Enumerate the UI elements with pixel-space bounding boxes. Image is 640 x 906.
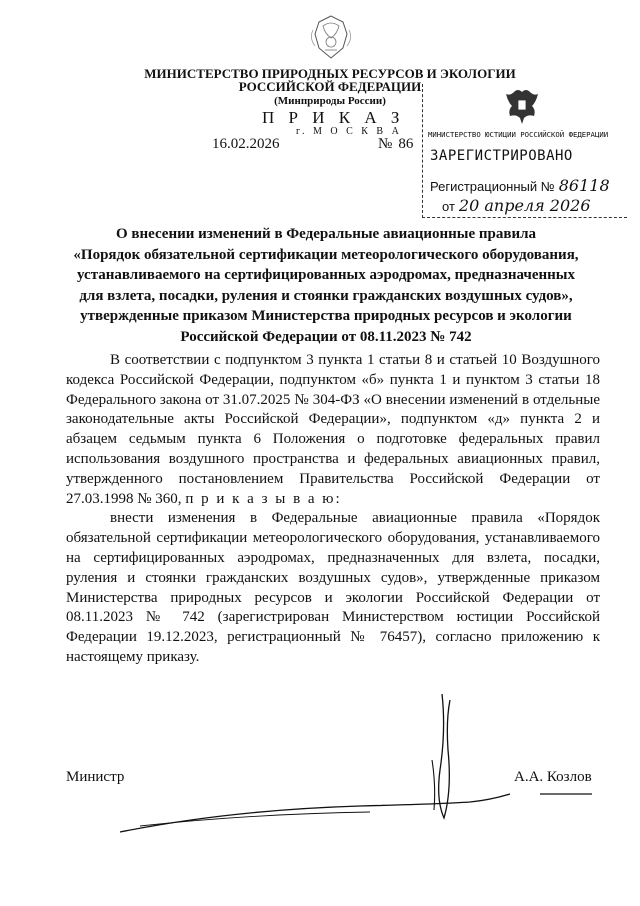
body-paragraph-2: внести изменения в Федеральные авиационные правила «Порядок обязательной сертификации метеорологического оборудования, устанавливаемого на сертифицированных аэродромах, предназначенных для взлета, посадки, руления и стоянки гражданских воздушных судов», утвержденные приказом Министерства природных ресурсов и экологии Российской Федерации от 08.11.2023 № 742 (зарегистрирован Министерством юстиции Российской Федерации 19.12.2023, регистрационный № 76457), согласно приложению к настоящему приказу. <box>66 510 600 665</box>
order-command: п р и к а з ы в а ю: <box>185 490 342 507</box>
document-body <box>66 351 600 668</box>
stamp-date-label: от <box>442 199 455 214</box>
double-headed-eagle-icon <box>500 86 544 126</box>
stamp-registered: ЗАРЕГИСТРИРОВАНО <box>430 148 573 164</box>
title-line: О внесении изменений в Федеральные авиационные правила <box>115 226 537 242</box>
ministry-short-name: (Минприроды России) <box>274 95 386 107</box>
order-number <box>378 136 413 153</box>
title-line: для взлета, посадки, руления и стоянки гражданских воздушных судов», <box>79 287 573 304</box>
order-date: 16.02.2026 <box>212 136 280 152</box>
preamble-text: В соответствии с подпунктом 3 пункта 1 статьи 8 и статьей 10 Воздушного кодекса Российской Федерации, подпунктом «б» пункта 1 и пунктом 3 статьи 18 Федерального закона от 31.07.2025 № 304-ФЗ «О внесении изменений в отдельные законодательные акты Российской Федерации», подпунктом «д» пункта 2 и абзацем седьмым пункта 6 Положения о подготовке федеральных правил использования воздушного пространства и федеральных авиационных правил, утвержденного постановлением Правительства Российской Федерации от 27.03.1998 № 360, <box>66 352 600 507</box>
document-title <box>62 224 590 347</box>
stamp-reg-date <box>442 196 591 215</box>
title-line: «Порядок обязательной сертификации метеорологического оборудования, <box>73 246 579 263</box>
stamp-reg-number-value: 86118 <box>558 176 610 195</box>
title-line: утвержденные приказом Министерства природных ресурсов и экологии <box>80 308 572 324</box>
order-heading: П Р И К А З <box>262 108 405 127</box>
body-paragraph-1 <box>66 351 600 509</box>
title-line: Российской Федерации от 08.11.2023 № 742 <box>180 328 472 345</box>
ministry-name-line2: РОССИЙСКОЙ ФЕДЕРАЦИИ <box>238 79 422 94</box>
stamp-reg-label: Регистрационный № <box>430 179 555 194</box>
signatory-position: Министр <box>66 769 125 785</box>
ministry-name-line1: МИНИСТЕРСТВО ПРИРОДНЫХ РЕСУРСОВ И ЭКОЛОГИИ <box>144 66 516 81</box>
registration-stamp <box>422 84 627 218</box>
title-line: устанавливаемого на сертифицированных аэродромах, предназначенных <box>77 267 575 283</box>
signatory-name: А.А. Козлов <box>514 769 592 785</box>
state-emblem-icon <box>303 12 359 62</box>
stamp-organization: МИНИСТЕРСТВО ЮСТИЦИИ РОССИЙСКОЙ ФЕДЕРАЦИИ <box>428 130 609 139</box>
stamp-reg-number <box>430 176 610 195</box>
handwritten-signature-icon <box>110 690 630 860</box>
order-city: г. М О С К В А <box>296 126 402 137</box>
stamp-date-value: 20 апреля 2026 <box>458 196 591 215</box>
order-number-value: 86 <box>398 136 414 152</box>
order-number-sign: № <box>378 136 393 152</box>
